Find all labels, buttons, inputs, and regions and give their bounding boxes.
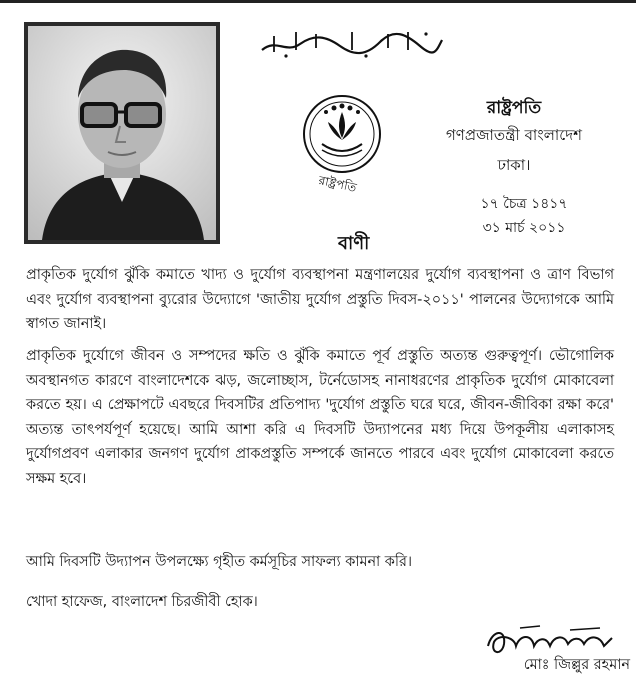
bismillah-calligraphy xyxy=(256,28,446,60)
message-paragraph-3: আমি দিবসটি উদ্যাপন উপলক্ষ্যে গৃহীত কর্মসূচির সাফল্য কামনা করি। xyxy=(26,554,413,570)
english-date: ৩১ মার্চ ২০১১ xyxy=(482,220,566,236)
message-paragraph-2: প্রাকৃতিক দুর্যোগে জীবন ও সম্পদের ক্ষতি ও ঝুঁকি কমাতে পূর্ব প্রস্তুতি অত্যন্ত গুরুত্বপূর্ণ। ভৌগোলিক অবস্থানগত কারণে বাংলাদেশকে ঝড়, জলোচ্ছাস, টর্নেডোসহ নানাধরণের প্রাকৃতিক দুর্যোগ মোকাবেলা করতে হয়। এ প্রেক্ষাপটে এবছরে দিবসটির প্রতিপাদ্য 'দুর্যোগ প্রস্তুতি ঘরে ঘরে, জীবন-জীবিকা রক্ষা করে' অত্যন্ত তাৎপর্যপূর্ণ হয়েছে। আমি আশা করি এ দিবসটি উদ্যাপনের মধ্য দিয়ে উপকূলীয় এলাকাসহ দুর্যোগপ্রবণ এলাকার জনগণ দুর্যোগ প্রাকপ্রস্তুতি সম্পর্কে জানতে পারবে এবং দুর্যোগ মোকাবেলা করতে সক্ষম হবে। xyxy=(26,348,614,487)
message-paragraph-1: প্রাকৃতিক দুর্যোগ ঝুঁকি কমাতে খাদ্য ও দুর্যোগ ব্যবস্থাপনা মন্ত্রণালয়ের দুর্যোগ ব্যবস্থাপনা ও ত্রাণ বিভাগ এবং দুর্যোগ ব্যবস্থাপনা ব্যুরোর উদ্যোগে 'জাতীয় দুর্যোগ প্রস্তুতি দিবস-২০১১' পালনের উদ্যোগকে আমি স্বাগত জানাই। xyxy=(26,267,614,332)
emblem-caption: রাষ্ট্রপতি xyxy=(317,173,358,194)
office-title: রাষ্ট্রপতি xyxy=(486,98,542,118)
office-country: গণপ্রজাতন্ত্রী বাংলাদেশ xyxy=(445,126,583,144)
message-paragraph-4: খোদা হাফেজ, বাংলাদেশ চিরজীবী হোক। xyxy=(26,594,258,610)
bengali-date: ১৭ চৈত্র ১৪১৭ xyxy=(480,196,568,212)
office-city: ঢাকা। xyxy=(497,156,531,174)
top-border xyxy=(0,0,636,3)
president-portrait xyxy=(28,26,216,240)
presidential-emblem xyxy=(292,82,416,194)
office-block xyxy=(430,96,598,180)
date-block xyxy=(456,192,592,240)
signatory-name: মোঃ জিল্লুর রহমান xyxy=(523,657,630,673)
message-heading: বাণী xyxy=(338,233,370,254)
president-portrait-frame xyxy=(24,22,220,244)
